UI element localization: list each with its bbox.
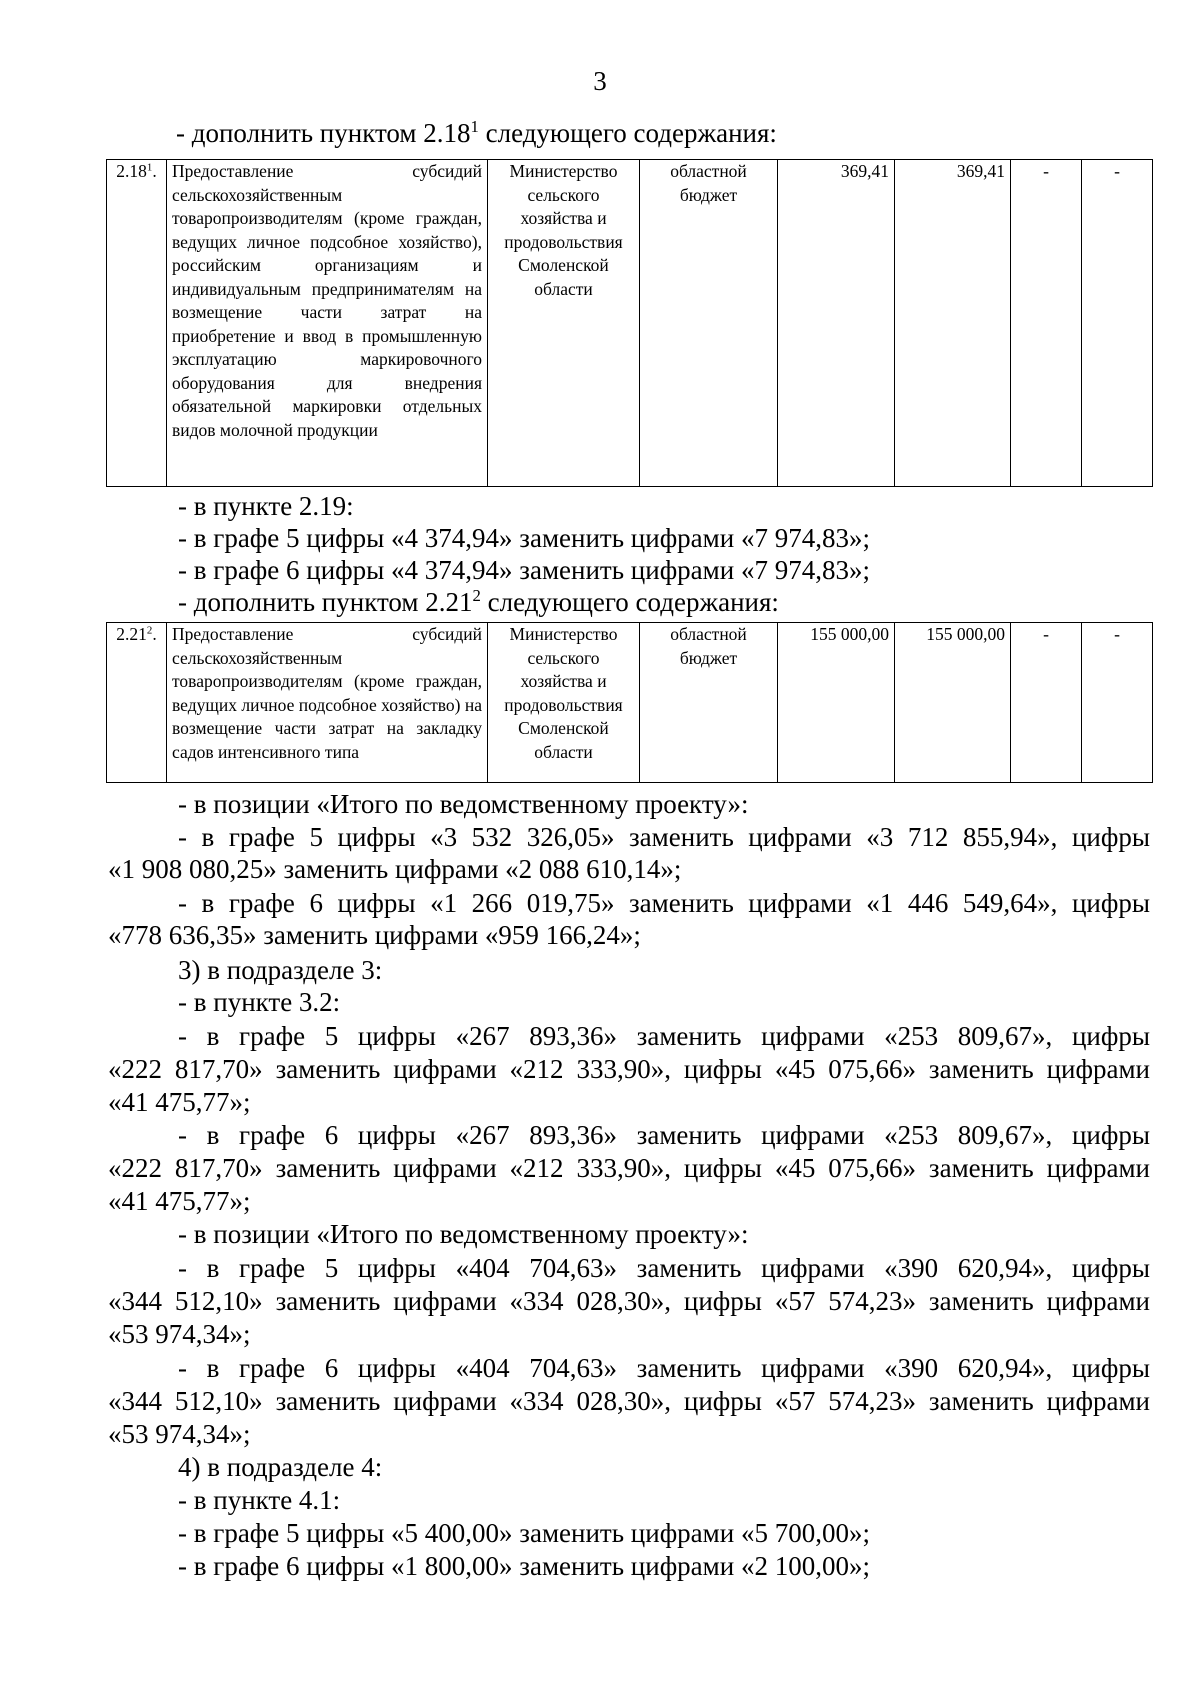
cell-col6: 155 000,00 [895, 623, 1011, 783]
total-1-heading: - в позиции «Итого по ведомственному проекту»: [178, 789, 749, 819]
item-3-2-col5-line1: - в графе 5 цифры «267 893,36» заменить цифрами «253 809,67», цифры [178, 1021, 1150, 1051]
total-2-heading: - в позиции «Итого по ведомственному проекту»: [178, 1219, 749, 1249]
cell-col8: - [1082, 160, 1153, 487]
cell-num: 2.21$^2$. [107, 623, 167, 783]
item-3-2-heading: - в пункте 3.2: [178, 987, 341, 1017]
item-3-2-col5-line2: «222 817,70» заменить цифрами «212 333,90», цифры «45 075,66» заменить цифрами [108, 1054, 1150, 1084]
item-3-2-col6-line3: «41 475,77»; [108, 1186, 251, 1216]
item-4-1-col6: - в графе 6 цифры «1 800,00» заменить цифрами «2 100,00»; [178, 1551, 870, 1581]
subsection-4: 4) в подразделе 4: [178, 1452, 383, 1482]
item-3-2-col6-line1: - в графе 6 цифры «267 893,36» заменить цифрами «253 809,67», цифры [178, 1120, 1150, 1150]
table-item-2-18-1 [106, 159, 1153, 487]
cell-col7: - [1011, 623, 1082, 783]
cell-col6: 369,41 [895, 160, 1011, 487]
cell-col7: - [1011, 160, 1082, 487]
intro-1-text: - дополнить пунктом 2.18 [176, 118, 471, 148]
intro-2-tail: следующего содержания: [480, 587, 779, 617]
item-4-1-heading: - в пункте 4.1: [178, 1485, 341, 1515]
cell-ministry: Министерство сельского хозяйства и продовольствия Смоленской области [488, 160, 640, 487]
total-1-col5-line2: «1 908 080,25» заменить цифрами «2 088 610,14»; [108, 854, 682, 884]
item-2-19-col6: - в графе 6 цифры «4 374,94» заменить цифрами «7 974,83»; [178, 555, 870, 585]
total-2-col5-line3: «53 974,34»; [108, 1319, 251, 1349]
total-2-col5-line1: - в графе 5 цифры «404 704,63» заменить цифрами «390 620,94», цифры [178, 1253, 1150, 1283]
item-2-19-heading: - в пункте 2.19: [178, 491, 354, 521]
intro-add-item-2-18-1 [176, 117, 777, 149]
intro-2-text: - дополнить пунктом 2.21 [178, 587, 473, 617]
total-1-col6-line1: - в графе 6 цифры «1 266 019,75» заменить цифрами «1 446 549,64», цифры [178, 888, 1150, 918]
total-1-col6-line2: «778 636,35» заменить цифрами «959 166,24»; [108, 920, 641, 950]
total-2-col6-line1: - в графе 6 цифры «404 704,63» заменить цифрами «390 620,94», цифры [178, 1353, 1150, 1383]
cell-ministry: Министерство сельского хозяйства и продовольствия Смоленской области [488, 623, 640, 783]
table-item-2-21-2 [106, 622, 1153, 783]
cell-col5: 155 000,00 [778, 623, 895, 783]
page-number: 3 [593, 66, 607, 96]
cell-budget: областной бюджет [640, 160, 778, 487]
intro-1-sup: 1 [470, 116, 479, 136]
item-3-2-col5-line3: «41 475,77»; [108, 1087, 251, 1117]
cell-col5: 369,41 [778, 160, 895, 487]
total-2-col5-line2: «344 512,10» заменить цифрами «334 028,30», цифры «57 574,23» заменить цифрами [108, 1286, 1150, 1316]
cell-budget: областной бюджет [640, 623, 778, 783]
intro-2-sup: 2 [472, 585, 481, 605]
cell-description: Предоставление субсидий сельскохозяйственным товаропроизводителям (кроме граждан, ведущих личное подсобное хозяйство), российским организациям и индивидуальным предпринимателям на возмещение части затрат на приобретение и ввод в промышленную эксплуатацию маркировочного оборудования для внедрения обязательной маркировки отдельных видов молочной продукции [167, 160, 488, 487]
item-4-1-col5: - в графе 5 цифры «5 400,00» заменить цифрами «5 700,00»; [178, 1518, 870, 1548]
cell-description: Предоставление субсидий сельскохозяйственным товаропроизводителям (кроме граждан, ведущих личное подсобное хозяйство) на возмещение части затрат на закладку садов интенсивного типа [167, 623, 488, 783]
cell-col8: - [1082, 623, 1153, 783]
table-row [107, 623, 1153, 783]
total-2-col6-line3: «53 974,34»; [108, 1419, 251, 1449]
intro-add-item-2-21-2 [178, 586, 779, 618]
table-row [107, 160, 1153, 487]
cell-num: 2.18$^1$. [107, 160, 167, 487]
total-1-col5-line1: - в графе 5 цифры «3 532 326,05» заменить цифрами «3 712 855,94», цифры [178, 822, 1150, 852]
intro-1-tail: следующего содержания: [478, 118, 777, 148]
subsection-3: 3) в подразделе 3: [178, 955, 383, 985]
total-2-col6-line2: «344 512,10» заменить цифрами «334 028,30», цифры «57 574,23» заменить цифрами [108, 1386, 1150, 1416]
item-3-2-col6-line2: «222 817,70» заменить цифрами «212 333,90», цифры «45 075,66» заменить цифрами [108, 1153, 1150, 1183]
item-2-19-col5: - в графе 5 цифры «4 374,94» заменить цифрами «7 974,83»; [178, 523, 870, 553]
